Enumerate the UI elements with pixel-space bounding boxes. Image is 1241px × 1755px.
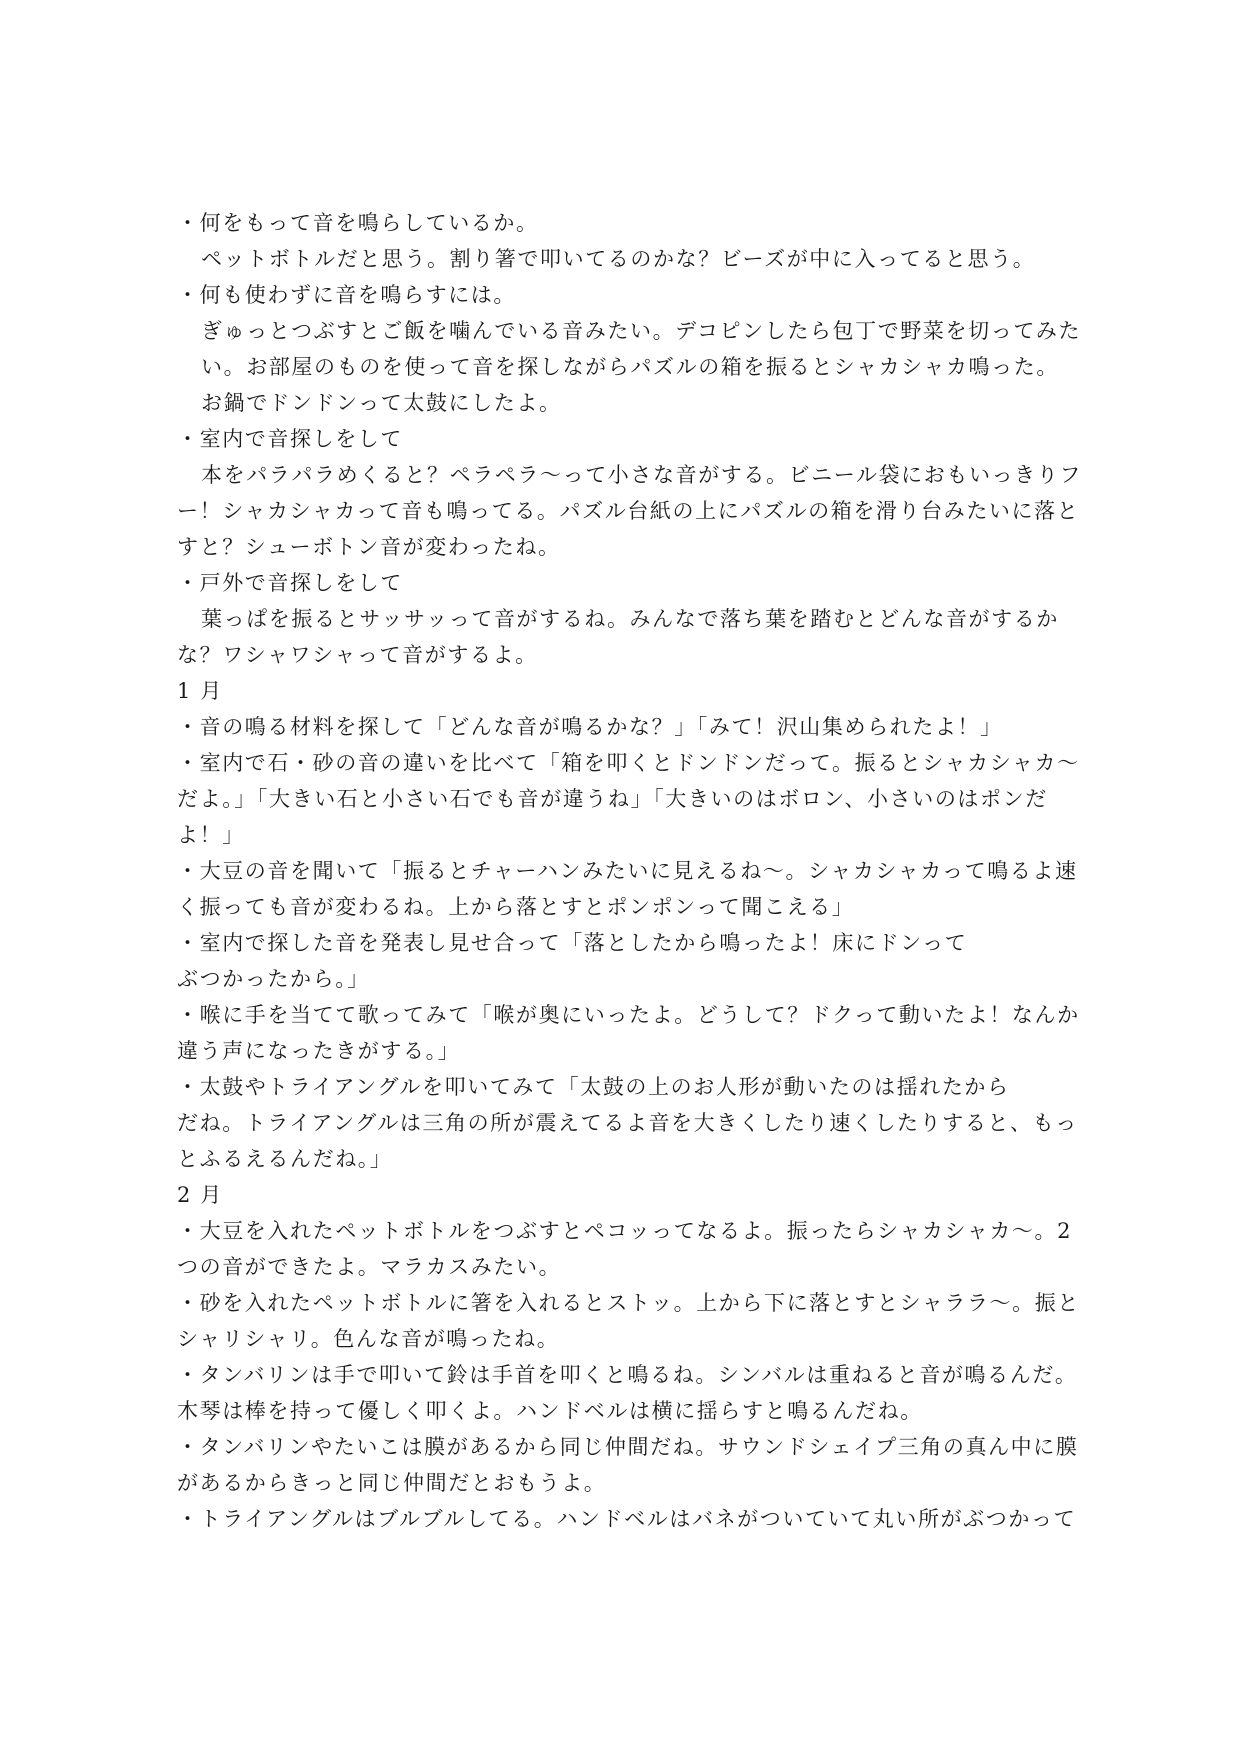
month-heading: 1 月 bbox=[177, 679, 223, 703]
text-line: があるからきっと同じ仲間だとおもうよ。 bbox=[177, 1471, 607, 1495]
text-line: 違う声になったきがする。」 bbox=[177, 1039, 461, 1063]
bullet-line: ・何をもって音を鳴らしているか。 bbox=[177, 211, 539, 235]
text-line: ペットボトルだと思う。割り箸で叩いてるのかな？ビーズが中に入ってると思う。 bbox=[201, 247, 1036, 271]
text-line: すと？シューボトン音が変わったね。 bbox=[177, 535, 561, 559]
bullet-line: ・大豆の音を聞いて「振るとチャーハンみたいに見えるね〜。シャカシャカって鳴るよ速 bbox=[177, 859, 1078, 883]
text-line: 葉っぱを振るとサッサッって音がするね。みんなで落ち葉を踏むとどんな音がするか bbox=[201, 607, 1059, 631]
text-line: 木琴は棒を持って優しく叩くよ。ハンドベルは横に揺らすと鳴るんだね。 bbox=[177, 1399, 923, 1423]
text-line: つの音ができたよ。マラカスみたい。 bbox=[177, 1255, 562, 1279]
text-line: 本をパラパラめくると？ペラペラ〜って小さな音がする。ビニール袋におもいっきりフ bbox=[201, 463, 1082, 487]
bullet-line: ・室内で音探しをして bbox=[177, 427, 403, 451]
text-line: だね。トライアングルは三角の所が震えてるよ音を大きくしたり速くしたりすると、もっ bbox=[177, 1111, 1078, 1135]
bullet-line: ・戸外で音探しをして bbox=[177, 571, 403, 595]
bullet-line: ・音の鳴る材料を探して「どんな音が鳴るかな？」「みて！沢山集められたよ！」 bbox=[177, 715, 1003, 739]
bullet-line: ・室内で探した音を発表し見せ合って「落としたから鳴ったよ！床にドンって bbox=[177, 931, 968, 955]
bullet-line: ・砂を入れたペットボトルに箸を入れるとストッ。上から下に落とすとシャララ〜。振と bbox=[177, 1291, 1080, 1315]
text-line: ー！シャカシャカって音も鳴ってる。パズル台紙の上にパズルの箱を滑り台みたいに落と bbox=[177, 499, 1080, 523]
bullet-line: ・何も使わずに音を鳴らすには。 bbox=[177, 283, 516, 307]
bullet-line: ・タンバリンは手で叩いて鈴は手首を叩くと鳴るね。シンバルは重ねると音が鳴るんだ。 bbox=[177, 1363, 1078, 1387]
text-line: な？ワシャワシャって音がするよ。 bbox=[177, 643, 538, 667]
text-line: ぶつかったから。」 bbox=[177, 967, 370, 991]
text-line: お鍋でドンドンって太鼓にしたよ。 bbox=[201, 391, 562, 415]
bullet-line: ・大豆を入れたペットボトルをつぶすとペコッってなるよ。振ったらシャカシャカ〜。2 bbox=[177, 1219, 1073, 1243]
bullet-line: ・タンバリンやたいこは膜があるから同じ仲間だね。サウンドシェイプ三角の真ん中に膜 bbox=[177, 1435, 1079, 1459]
text-line: シャリシャリ。色んな音が鳴ったね。 bbox=[177, 1327, 560, 1351]
text-line: く振っても音が変わるね。上から落とすとポンポンって聞こえる」 bbox=[177, 895, 855, 919]
text-line: い。お部屋のものを使って音を探しながらパズルの箱を振るとシャカシャカ鳴った。 bbox=[201, 355, 1059, 379]
text-line: ぎゅっとつぶすとご飯を噛んでいる音みたい。デコピンしたら包丁で野菜を切ってみた bbox=[201, 319, 1082, 343]
bullet-line: ・トライアングルはブルブルしてる。ハンドベルはバネがついていて丸い所がぶつかって bbox=[177, 1507, 1077, 1531]
bullet-line: ・太鼓やトライアングルを叩いてみて「太鼓の上のお人形が動いたのは揺れたから bbox=[177, 1075, 1010, 1099]
text-line: よ！」 bbox=[177, 823, 245, 847]
bullet-line: ・喉に手を当てて歌ってみて「喉が奥にいったよ。どうして？ドクって動いたよ！なんか bbox=[177, 1003, 1080, 1027]
bullet-line: ・室内で石・砂の音の違いを比べて「箱を叩くとドンドンだって。振るとシャカシャカ〜 bbox=[177, 751, 1080, 775]
text-line: だよ。」「大きい石と小さい石でも音が違うね」「大きいのはボロン、小さいのはポンだ bbox=[177, 787, 1048, 811]
text-line: とふるえるんだね。」 bbox=[177, 1147, 393, 1171]
month-heading: 2 月 bbox=[177, 1183, 223, 1207]
